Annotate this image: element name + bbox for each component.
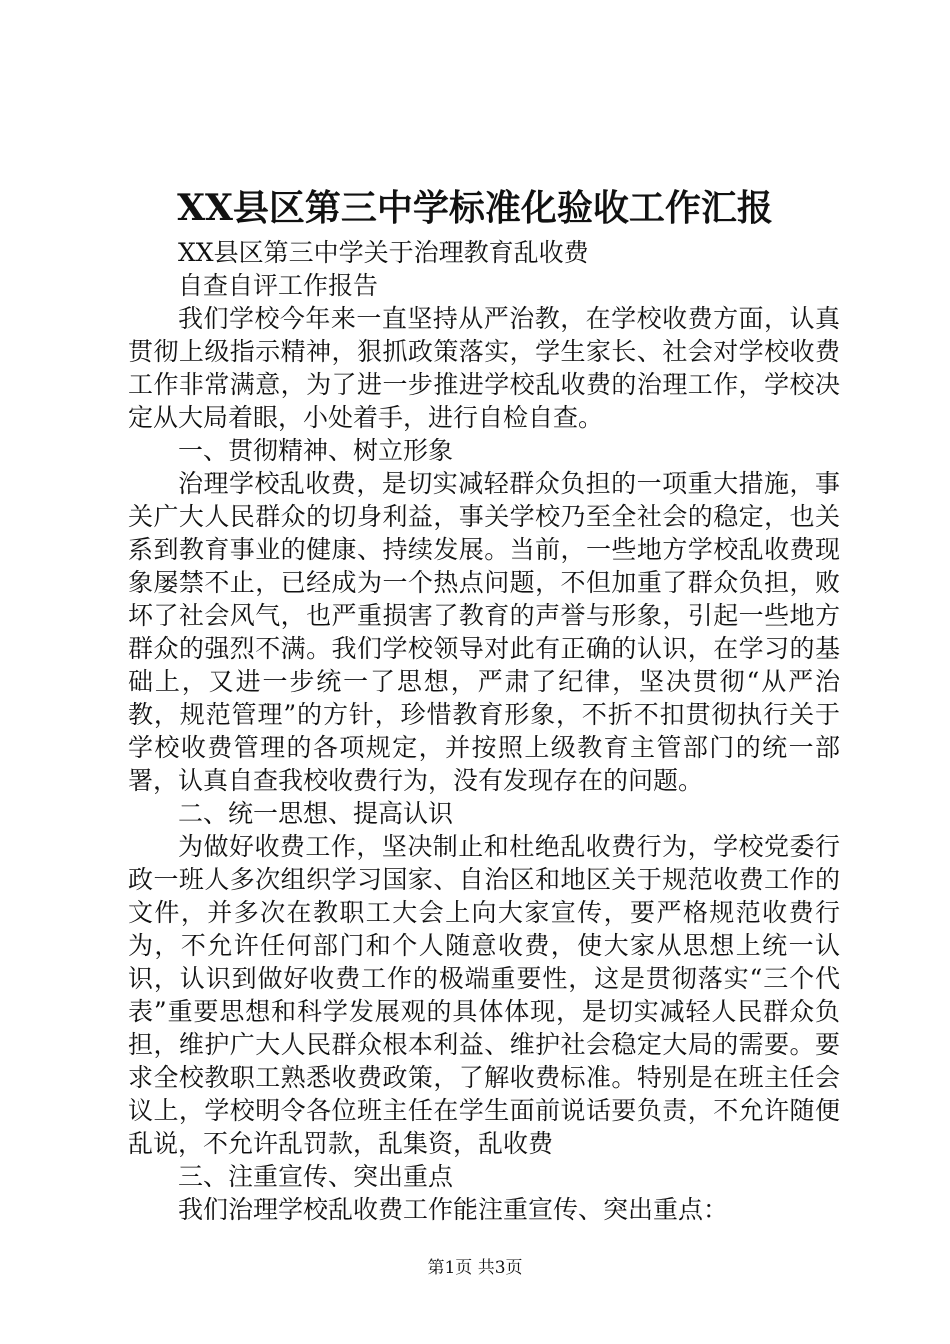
paragraph-section-3: 我们治理学校乱收费工作能注重宣传、突出重点：: [178, 1195, 729, 1224]
paragraph-section-2: 为做好收费工作，坚决制止和杜绝乱收费行为，学校党委行政一班人多次组织学习国家、自治区和地区关于规范收费工作的文件，并多次在教职工大会上向大家宣传，要严格规范收费行为，不允许任何部门和个人随意收费，使大家从思想上统一认识，认识到做好收费工作的极端重要性，这是贯彻落实“三个代表”重要思想和科学发展观的具体体现，是切实减轻人民群众负担，维护广大人民群众根本利益、维护社会稳定大局的需要。要求全校教职工熟悉收费政策，了解收费标准。特别是在班主任会议上，学校明令各位班主任在学生面前说话要负责，不允许随便乱说，不允许乱罚款，乱集资，乱收费: [128, 832, 840, 1158]
page-number-footer: 第1页 共3页: [427, 1258, 523, 1278]
paragraph-section-1: 治理学校乱收费，是切实减轻群众负担的一项重大措施，事关广大人民群众的切身利益，事关学校乃至全社会的稳定，也关系到教育事业的健康、持续发展。当前，一些地方学校乱收费现象屡禁不止，已经成为一个热点问题，不但加重了群众负担，败坏了社会风气，也严重损害了教育的声誉与形象，引起一些地方群众的强烈不满。我们学校领导对此有正确的认识，在学习的基础上，又进一步统一了思想，严肃了纪律，坚决贯彻“从严治教，规范管理”的方针，珍惜教育形象，不折不扣贯彻执行关于学校收费管理的各项规定，并按照上级教育主管部门的统一部署，认真自查我校收费行为，没有发现存在的问题。: [128, 469, 840, 795]
paragraph-heading-line-1: XX县区第三中学关于治理教育乱收费: [178, 238, 589, 267]
section-heading-1: 一、贯彻精神、树立形象: [178, 436, 454, 465]
paragraph-intro: 我们学校今年来一直坚持从严治教，在学校收费方面，认真贯彻上级指示精神，狠抓政策落实，学生家长、社会对学校收费工作非常满意，为了进一步推进学校乱收费的治理工作，学校决定从大局着眼，小处着手，进行自检自查。: [128, 304, 840, 432]
section-heading-2: 二、统一思想、提高认识: [178, 799, 454, 828]
paragraph-heading-line-2: 自查自评工作报告: [178, 271, 379, 300]
section-heading-3: 三、注重宣传、突出重点: [178, 1162, 454, 1191]
document-title: XX县区第三中学标准化验收工作汇报: [177, 187, 773, 229]
document-body: [128, 236, 840, 1226]
